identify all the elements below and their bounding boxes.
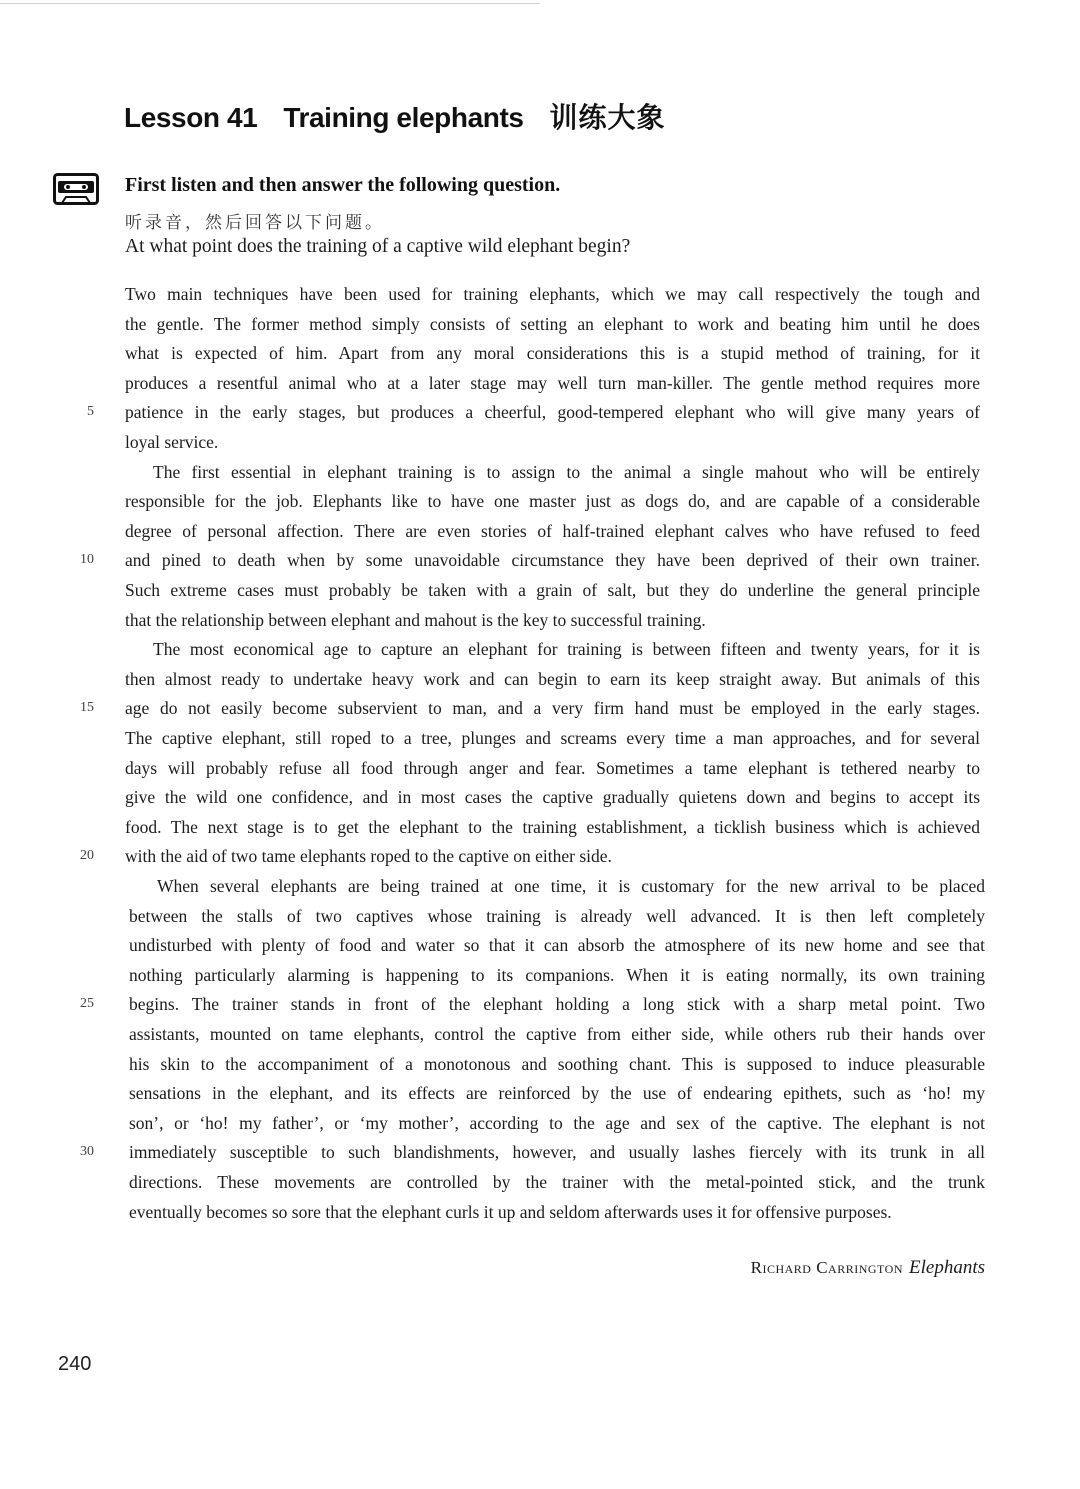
passage-line: eventually becomes so sore that the elephant curls it up and seldom afterwards uses it for offensive purposes.: [129, 1202, 892, 1222]
lesson-title: [124, 96, 666, 136]
passage-line: give the wild one confidence, and in most cases the captive gradually quietens down and begins to accept its: [125, 787, 980, 807]
line-number: 5: [87, 404, 94, 419]
passage-line: immediately susceptible to such blandishments, however, and usually lashes fiercely with its trunk in all: [129, 1142, 985, 1162]
passage-line: produces a resentful animal who at a later stage may well turn man-killer. The gentle method requires more: [125, 373, 980, 393]
passage-line: with the aid of two tame elephants roped to the captive on either side.: [125, 846, 612, 866]
passage-line: food. The next stage is to get the elephant to the training establishment, a ticklish business which is achieved: [125, 817, 980, 837]
passage-line: begins. The trainer stands in front of the elephant holding a long stick with a sharp metal point. Two: [129, 994, 985, 1014]
passage-line: responsible for the job. Elephants like to have one master just as dogs do, and are capable of a considerable: [125, 491, 980, 511]
line-number: 10: [80, 552, 94, 567]
attribution: [751, 1257, 985, 1279]
passage-line: and pined to death when by some unavoidable circumstance they have been deprived of their own trainer.: [125, 550, 980, 570]
top-rule: [0, 3, 540, 4]
passage-line: undisturbed with plenty of food and water so that it can absorb the atmosphere of its new home and see that: [129, 935, 985, 955]
passage-line: between the stalls of two captives whose training is already well advanced. It is then left completely: [129, 906, 985, 926]
passage-line: degree of personal affection. There are even stories of half-trained elephant calves who have refused to feed: [125, 521, 980, 541]
passage-line: loyal service.: [125, 432, 219, 452]
passage-line: age do not easily become subservient to man, and a very firm hand must be employed in the early stages.: [125, 698, 980, 718]
passage-line: the gentle. The former method simply consists of setting an elephant to work and beating him until he does: [125, 314, 980, 334]
passage-line: Two main techniques have been used for training elephants, which we may call respectively the tough and: [125, 284, 980, 304]
instruction-heading: First listen and then answer the following question.: [125, 174, 561, 196]
attribution-work: Elephants: [909, 1257, 985, 1278]
page-number: 240: [58, 1353, 92, 1375]
line-number: 25: [80, 996, 94, 1011]
passage-line: When several elephants are being trained at one time, it is customary for the new arrival to be placed: [157, 876, 985, 896]
passage-line: what is expected of him. Apart from any moral considerations this is a stupid method of training, for it: [125, 343, 980, 363]
passage-line: The most economical age to capture an elephant for training is between fifteen and twenty years, for it is: [153, 639, 980, 659]
line-number: 15: [80, 700, 94, 715]
passage-line: directions. These movements are controlled by the trainer with the metal-pointed stick, and the trunk: [129, 1172, 985, 1192]
listening-question: At what point does the training of a captive wild elephant begin?: [125, 236, 631, 257]
lesson-title-text: Training elephants: [283, 102, 524, 133]
line-number: 20: [80, 848, 94, 863]
passage-line: then almost ready to undertake heavy work and can begin to earn its keep straight away. But animals of this: [125, 669, 980, 689]
passage-line: Such extreme cases must probably be taken with a grain of salt, but they do underline the general principle: [125, 580, 980, 600]
passage-line: The first essential in elephant training is to assign to the animal a single mahout who will be entirely: [153, 462, 980, 482]
passage-line: sensations in the elephant, and its effects are reinforced by the use of endearing epithets, such as ‘ho! my: [129, 1083, 985, 1103]
passage-line: assistants, mounted on tame elephants, control the captive from either side, while others rub their hands over: [129, 1024, 985, 1044]
passage-line: The captive elephant, still roped to a tree, plunges and screams every time a man approaches, and for several: [125, 728, 980, 748]
passage-line: nothing particularly alarming is happening to its companions. When it is eating normally, its own training: [129, 965, 985, 985]
cassette-tape-icon: [53, 173, 99, 207]
passage-line: that the relationship between elephant and mahout is the key to successful training.: [125, 610, 706, 630]
passage-line: son’, or ‘ho! my father’, or ‘my mother’, according to the age and sex of the captive. The elephant is not: [129, 1113, 985, 1133]
passage-line: patience in the early stages, but produces a cheerful, good-tempered elephant who will give many years of: [125, 402, 980, 422]
passage-line: his skin to the accompaniment of a monotonous and soothing chant. This is supposed to induce pleasurable: [129, 1054, 985, 1074]
attribution-author: Richard Carrington: [750, 1258, 903, 1277]
instruction-heading-chinese: 听录音，然后回答以下问题。: [125, 213, 385, 233]
lesson-title-chinese: 训练大象: [549, 101, 666, 134]
line-number: 30: [80, 1144, 94, 1159]
lesson-number: Lesson 41: [124, 102, 258, 133]
passage-line: days will probably refuse all food through anger and fear. Sometimes a tame elephant is tethered nearby to: [125, 758, 980, 778]
